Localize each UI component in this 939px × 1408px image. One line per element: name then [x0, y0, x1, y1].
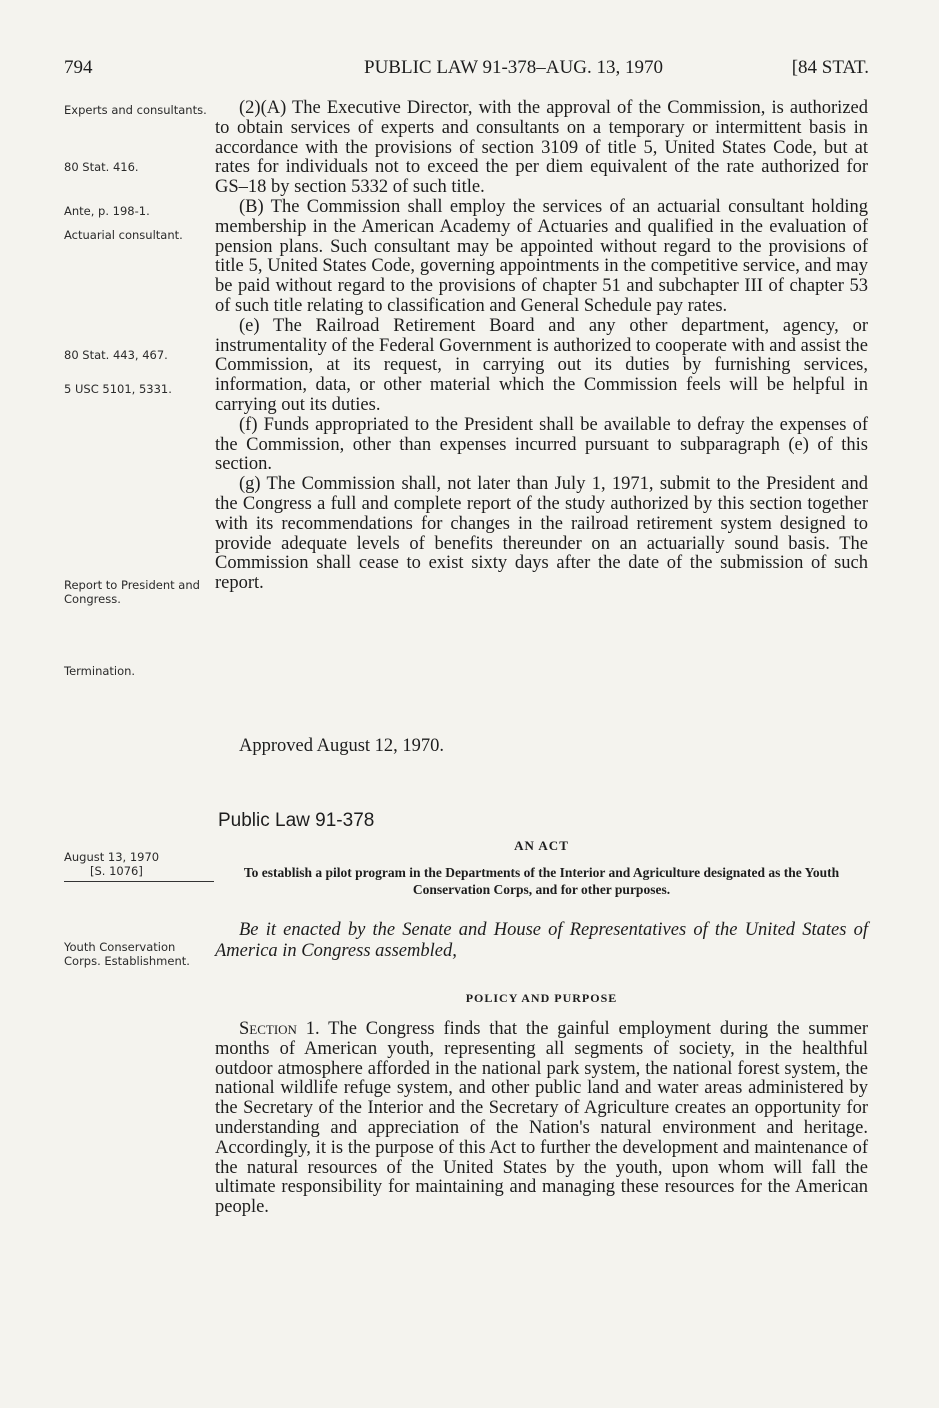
act-subtitle: To establish a pilot program in the Departments of the Interior and Agriculture designated as the Youth Conservation Corps, and for other purposes. — [243, 865, 840, 897]
margin-note-termination: Termination. — [64, 664, 136, 678]
volume-reference: [84 STAT. — [791, 57, 869, 78]
margin-note-stat-416: 80 Stat. 416. — [64, 160, 139, 174]
paragraph-g: (g) The Commission shall, not later than July 1, 1971, submit to the President and the Congress a full and complete report of the study authorized by this section together with its recommendations for changes in the railroad retirement system designed to provide adequate levels of benefits thereunder on an actuarially sound basis. The Commission shall cease to exist sixty days after the date of the submission of such report. — [215, 474, 868, 594]
margin-note-usc: 5 USC 5101, 5331. — [64, 382, 172, 396]
margin-note-actuarial: Actuarial consultant. — [64, 228, 183, 242]
margin-note-bill: [S. 1076] — [90, 864, 143, 878]
margin-note-report: Report to President and Congress. — [64, 578, 200, 606]
section-heading-policy: POLICY AND PURPOSE — [465, 991, 618, 1005]
paragraph-e: (e) The Railroad Retirement Board and any other department, agency, or instrumentality of the Federal Government is authorized to cooperate with and assist the Commission, at its request, in carrying out its duties by furnishing services, information, data, or other material which the Commission feels will be helpful in carrying out its duties. — [215, 315, 868, 415]
margin-note-stat-443: 80 Stat. 443, 467. — [64, 348, 168, 362]
paragraph-2a: (2)(A) The Executive Director, with the approval of the Commission, is authorized to obtain services of experts and consultants on a temporary or intermittent basis in accordance with the provisions of section 3109 of title 5, United States Code, but at rates for individuals not to exceed the per diem equivalent of the rate authorized for GS–18 by section 5332 of such title. — [215, 98, 868, 198]
section-1-text: The Congress finds that the gainful employment during the summer months of American youth, representing all segments of society, in the healthful outdoor atmosphere afforded in the national park system, the national forest system, the national wildlife refuge system, and other public land and water areas administered by the Secretary of the Interior and the Secretary of Agriculture creates an opportunity for understanding and appreciation of the Nation's natural environment and heritage. Accordingly, it is the purpose of this Act to further the development and maintenance of the natural resources of the United States by the youth, upon whom will fall the ultimate responsibility for maintaining and managing these resources for the American people. — [215, 1019, 868, 1218]
section-label: Section 1. — [239, 1019, 320, 1039]
public-law-heading: Public Law 91-378 — [218, 810, 375, 831]
margin-note-ante: Ante, p. 198-1. — [64, 204, 150, 218]
margin-note-date: August 13, 1970 — [64, 850, 160, 864]
paragraph-b: (B) The Commission shall employ the services of an actuarial consultant holding membership in the American Academy of Actuaries and qualified in the evaluation of pension plans. Such consultant may be appointed without regard to the provisions of title 5, United States Code, governing appointments in the competitive service, and may be paid without regard to the provisions of chapter 51 and subchapter III of chapter 53 of such title relating to classification and General Schedule pay rates. — [215, 196, 868, 316]
section-1-block — [215, 1020, 868, 1218]
running-title: PUBLIC LAW 91-378–AUG. 13, 1970 — [364, 57, 663, 78]
margin-note-ycc: Youth Conservation Corps. Establishment. — [64, 940, 190, 968]
an-act-label: AN ACT — [514, 838, 569, 853]
paragraph-f: (f) Funds appropriated to the President shall be available to defray the expenses of the Commission, other than expenses incurred pursuant to subparagraph (e) of this section. — [215, 414, 868, 475]
section-1-paragraph — [215, 1020, 868, 1218]
enacting-clause: Be it enacted by the Senate and House of Representatives of the United States of America in Congress assembled, — [215, 920, 868, 961]
approval-date: Approved August 12, 1970. — [239, 736, 445, 756]
margin-divider — [64, 881, 214, 882]
page-number: 794 — [64, 57, 93, 78]
margin-note-experts: Experts and consultants. — [64, 103, 207, 117]
page-header — [64, 57, 869, 83]
main-text-block — [215, 99, 868, 594]
